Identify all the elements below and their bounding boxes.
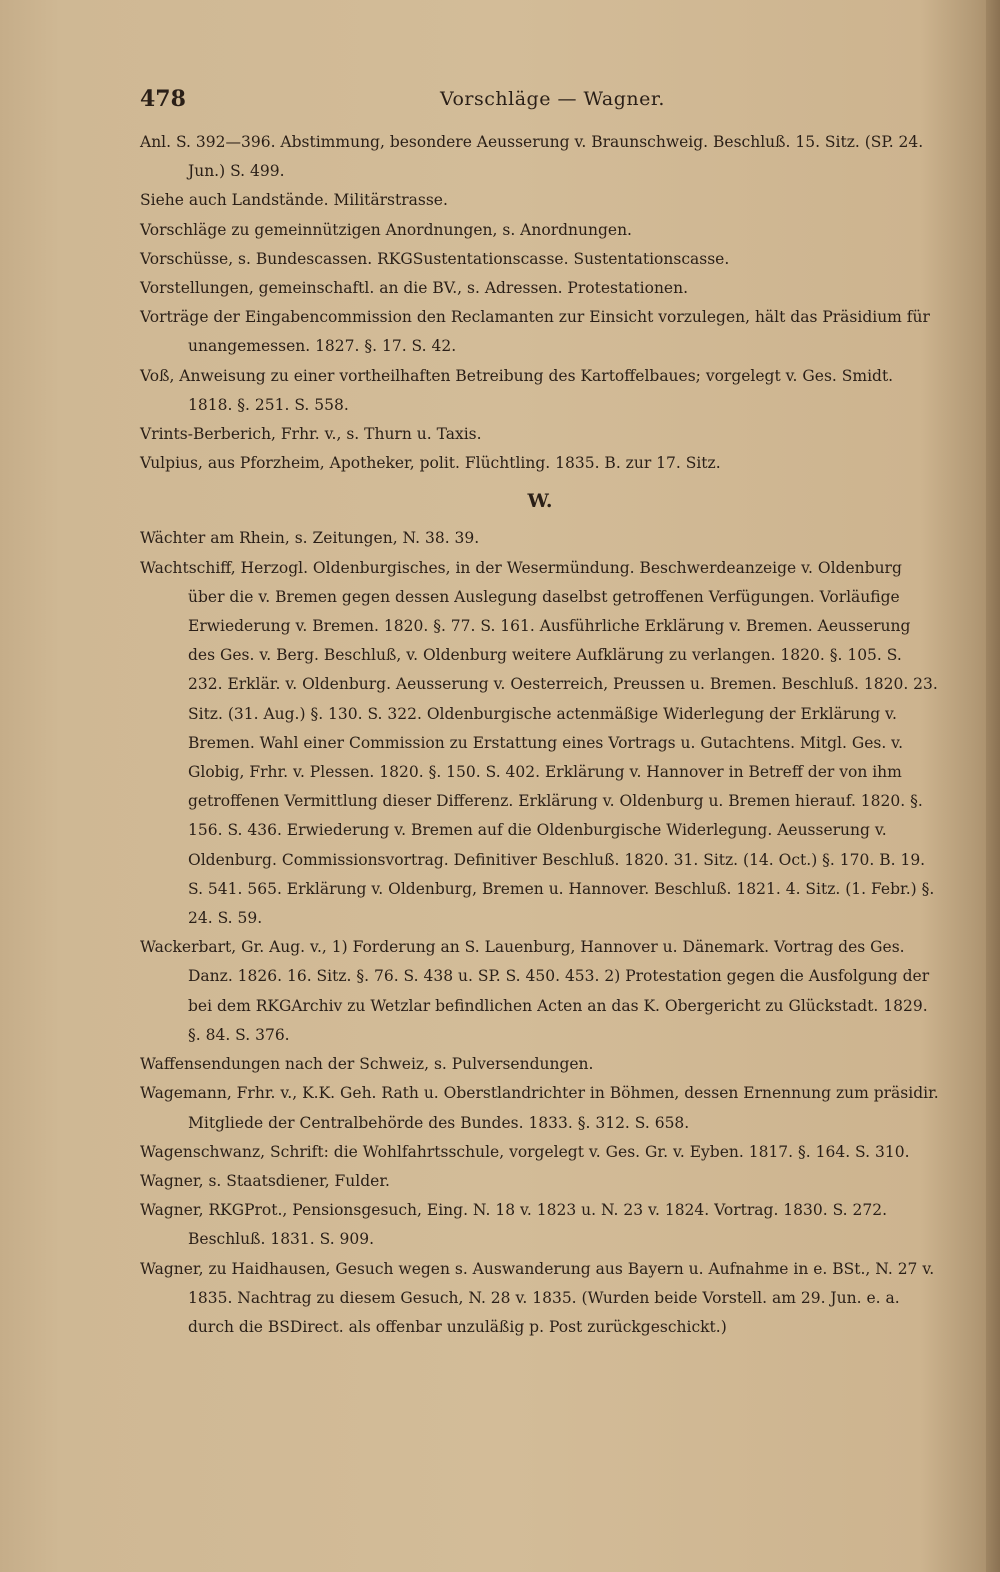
index-entry: Vorträge der Eingabencommission den Reclamanten zur Einsicht vorzulegen, hält das Präsidium für unangemessen. 1827. §. 17. S. 42. bbox=[140, 308, 930, 356]
page-number: 478 bbox=[140, 86, 186, 112]
index-entry: Anl. S. 392—396. Abstimmung, besondere Aeusserung v. Braunschweig. Beschluß. 15. Sitz. (SP. 24. Jun.) S. 499. bbox=[140, 133, 924, 181]
index-entry: Wagner, zu Haidhausen, Gesuch wegen s. Auswanderung aus Bayern u. Aufnahme in e. BSt., N. 27 v. 1835. Nachtrag zu diesem Gesuch, N. 28 v. 1835. (Wurden beide Vorstell. am 29. Jun. e. a. durch die BSDirect. als offenbar unzuläßig p. Post zurückgeschickt.) bbox=[140, 1259, 935, 1336]
section-heading: W. bbox=[527, 490, 553, 513]
index-entry: Vrints-Berberich, Frhr. v., s. Thurn u. Taxis. bbox=[140, 425, 482, 444]
index-entry: Wagner, s. Staatsdiener, Fulder. bbox=[140, 1171, 390, 1190]
index-entry: Voß, Anweisung zu einer vortheilhaften Betreibung des Kartoffelbaues; vorgelegt v. Ges. Smidt. 1818. §. 251. S. 558. bbox=[140, 366, 894, 414]
index-entry: Wachtschiff, Herzogl. Oldenburgisches, in der Wesermündung. Beschwerdeanzeige v. Oldenburg über die v. Bremen gegen dessen Auslegung daselbst getroffenen Verfügungen. Vorläufige Erwiederung v. Bremen. 1820. §. 77. S. 161. Ausführliche Erklärung v. Bremen. Aeusserung des Ges. v. Berg. Beschluß, v. Oldenburg weitere Aufklärung zu verlangen. 1820. §. 105. S. 232. Erklär. v. Oldenburg. Aeusserung v. Oesterreich, Preussen u. Bremen. Beschluß. 1820. 23. Sitz. (31. Aug.) §. 130. S. 322. Oldenburgische actenmäßige Widerlegung der Erklärung v. Bremen. Wahl einer Commission zu Erstattung eines Vortrags u. Gutachtens. Mitgl. Ges. v. Globig, Frhr. v. Plessen. 1820. §. 150. S. 402. Erklärung v. Hannover in Betreff der von ihm getroffenen Vermittlung dieser Differenz. Erklärung v. Oldenburg u. Bremen hierauf. 1820. §. 156. S. 436. Erwiederung v. Bremen auf die Oldenburgische Widerlegung. Aeusserung v. Oldenburg. Commissionsvortrag. Definitiver Beschluß. 1820. 31. Sitz. (14. Oct.) §. 170. B. 19. S. 541. 565. Erklärung v. Oldenburg, Bremen u. Hannover. Beschluß. 1821. 4. Sitz. (1. Febr.) §. 24. S. 59. bbox=[140, 558, 938, 928]
index-entry: Vorschüsse, s. Bundescassen. RKGSustentationscasse. Sustentationscasse. bbox=[140, 249, 730, 268]
page-edge-shadow bbox=[986, 0, 1000, 1572]
index-entry: Siehe auch Landstände. Militärstrasse. bbox=[140, 191, 448, 210]
index-entry: Wackerbart, Gr. Aug. v., 1) Forderung an S. Lauenburg, Hannover u. Dänemark. Vortrag des Ges. Danz. 1826. 16. Sitz. §. 76. S. 438 u. SP. S. 450. 453. 2) Protestation gegen die Ausfolgung der bei dem RKGArchiv zu Wetzlar befindlichen Acten an das K. Obergericht zu Glückstadt. 1829. §. 84. S. 376. bbox=[140, 938, 930, 1044]
running-head: Vorschläge — Wagner. bbox=[440, 88, 665, 110]
index-entry: Wächter am Rhein, s. Zeitungen, N. 38. 39. bbox=[140, 529, 480, 548]
index-entry: Vorstellungen, gemeinschaftl. an die BV., s. Adressen. Protestationen. bbox=[140, 279, 689, 298]
index-entry: Wagemann, Frhr. v., K.K. Geh. Rath u. Oberstlandrichter in Böhmen, dessen Ernennung zum präsidir. Mitgliede der Centralbehörde des Bundes. 1833. §. 312. S. 658. bbox=[140, 1084, 939, 1132]
index-entry: Waffensendungen nach der Schweiz, s. Pulversendungen. bbox=[140, 1055, 594, 1074]
index-entry: Vulpius, aus Pforzheim, Apotheker, polit. Flüchtling. 1835. B. zur 17. Sitz. bbox=[140, 454, 721, 473]
entries-before-section bbox=[140, 128, 940, 478]
page-header bbox=[140, 86, 940, 122]
entries-after-section bbox=[140, 524, 940, 1342]
index-entry: Wagenschwanz, Schrift: die Wohlfahrtsschule, vorgelegt v. Ges. Gr. v. Eyben. 1817. §. 164. S. 310. bbox=[140, 1142, 910, 1161]
index-entry: Vorschläge zu gemeinnützigen Anordnungen, s. Anordnungen. bbox=[140, 220, 632, 239]
index-entry: Wagner, RKGProt., Pensionsgesuch, Eing. N. 18 v. 1823 u. N. 23 v. 1824. Vortrag. 1830. S. 272. Beschluß. 1831. S. 909. bbox=[140, 1201, 888, 1249]
index-content bbox=[140, 128, 940, 1342]
